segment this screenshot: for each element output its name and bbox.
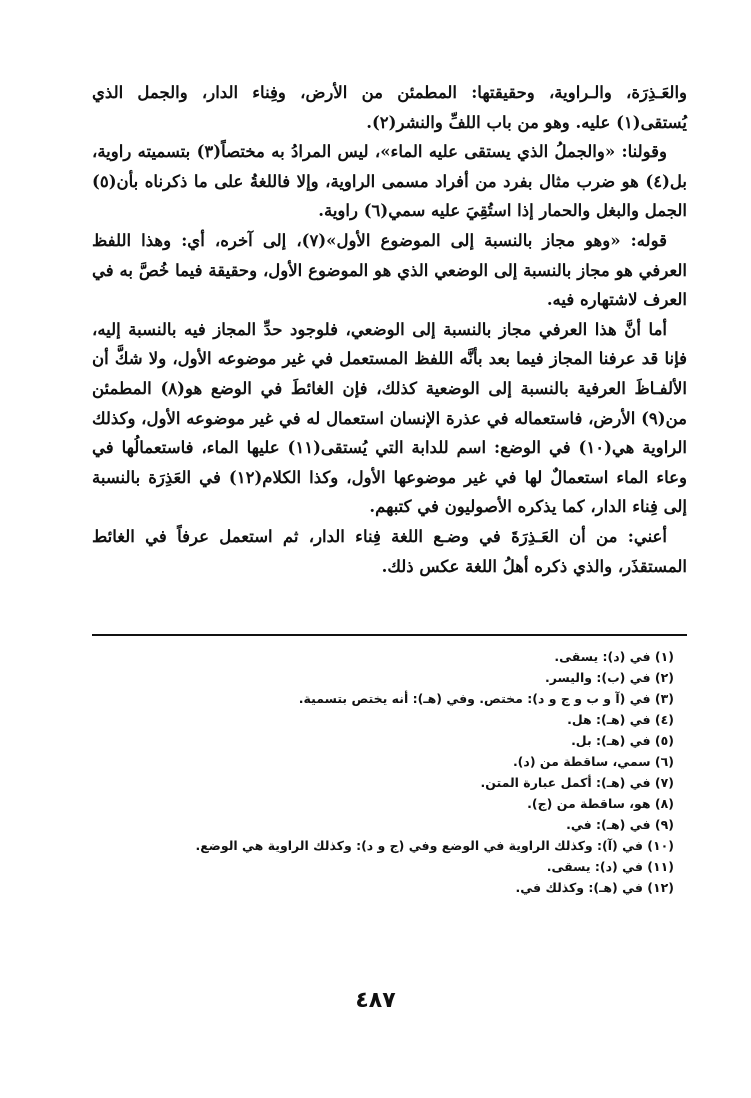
main-text: [92, 78, 687, 581]
footnote-7: (٧) في (هـ): أكمل عبارة المتن.: [480, 775, 674, 790]
footnote-8: (٨) هو، ساقطة من (ج).: [527, 796, 674, 811]
footnote-5: (٥) في (هـ): بل.: [571, 733, 674, 748]
footnote-9: (٩) في (هـ): في.: [566, 817, 674, 832]
footnote-1: (١) في (د): يسقى.: [554, 649, 674, 664]
paragraph-1: والعَـذِرَة، والـراوية، وحقيقتها: المطمئن من الأرض، وفِناء الدار، والجمل الذي يُستقى(١) عليه. وهو من باب اللفِّ والنشر(٢).: [92, 83, 687, 132]
footnote-4: (٤) في (هـ): هل.: [567, 712, 674, 727]
paragraph-2: وقولنا: «والجملُ الذي يستقى عليه الماء»، ليس المرادُ به مختصاً(٣) بتسميته راوية، بل(٤) هو ضرب مثال بفرد من أفراد مسمى الراوية، وإلا فاللغةُ على ما ذكرناه بأن(٥) الجمل والبغل والحمار إذا استُقِيَ عليه سمي(٦) راوية.: [92, 142, 687, 221]
footnote-10: (١٠) في (آ): وكذلك الراوية في الوضع وفي (ج و د): وكذلك الراوية هي الوضع.: [195, 838, 674, 853]
footnotes: [92, 646, 674, 898]
footnote-11: (١١) في (د): يسقى.: [546, 859, 674, 874]
footnote-12: (١٢) في (هـ): وكذلك في.: [515, 880, 674, 895]
page-number: ٤٨٧: [355, 988, 396, 1013]
footnote-3: (٣) في (آ و ب و ج و د): مختص. وفي (هـ): أنه يختص بتسمية.: [298, 691, 674, 706]
paragraph-3: قوله: «وهو مجاز بالنسبة إلى الموضوع الأول»(٧)، إلى آخره، أي: وهذا اللفظ العرفي هو مجاز بالنسبة إلى الوضعي الذي هو الموضوع الأول، وحقيقة فيما خُصَّ به في العرف لاشتهاره فيه.: [92, 230, 687, 310]
footnote-6: (٦) سمي، ساقطة من (د).: [512, 754, 674, 769]
footnote-2: (٢) في (ب): واليسر.: [544, 670, 674, 685]
paragraph-4: أما أنَّ هذا العرفي مجاز بالنسبة إلى الوضعي، فلوجود حدِّ المجاز فيه بالنسبة إليه، فإنا قد عرفنا المجاز فيما بعد بأنَّه اللفظ المستعمل في غير موضوعه الأول، ولا شكَّ أن الألفـاظَ العرفية بالنسبة إلى الوضعية كذلك، فإن الغائطَ في الوضع هو(٨) المطمئن من(٩) الأرض، فاستعماله في عذرة الإنسان استعمال له في غير موضوعه الأول، وكذلك الراوية هي(١٠) في الوضع: اسم للدابة التي يُستقى(١١) عليها الماء، فاستعمالُها في وعاء الماء استعمالٌ لها في غير موضوعها الأول، وكذا الكلام(١٢) في العَذِرَة بالنسبة إلى فِناء الدار، كما يذكره الأصوليون في كتبهم.: [92, 319, 687, 517]
paragraph-5: أعني: من أن العَـذِرَةَ في وضـع اللغة فِناء الدار، ثم استعمل عرفاً في الغائط المستقذَر، والذي ذكره أهلُ اللغة عكس ذلك.: [92, 526, 687, 576]
footnote-divider: [92, 634, 687, 636]
